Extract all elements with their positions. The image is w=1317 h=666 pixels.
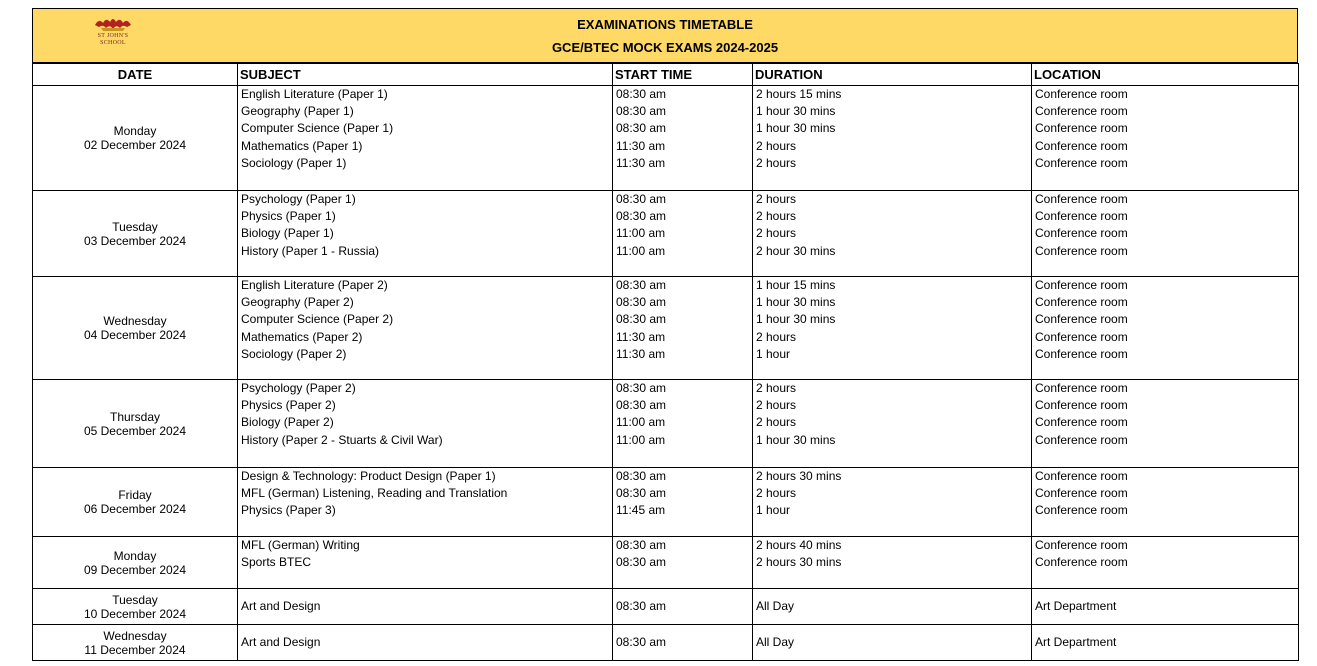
column-header-subject: SUBJECT: [238, 64, 613, 86]
date-label: 05 December 2024: [83, 423, 187, 438]
date-label: 11 December 2024: [84, 642, 186, 657]
duration-text: 1 hour 30 mins: [756, 432, 836, 447]
subject-text: Sociology (Paper 2): [241, 346, 347, 361]
location-cell: [1032, 589, 1299, 625]
table-row: [33, 625, 1299, 661]
subject-text: Geography (Paper 1): [241, 104, 354, 119]
weekday-label: Monday: [113, 548, 157, 563]
start-time-text: 08:30 am: [616, 538, 667, 552]
location-text: Conference room: [1035, 346, 1128, 361]
table-row: [33, 86, 1299, 191]
weekday-label: Monday: [113, 124, 157, 138]
duration-text: 2 hours: [756, 398, 797, 413]
location-cell: [1032, 625, 1299, 661]
weekday-label: Wednesday: [103, 314, 167, 328]
column-header-location: LOCATION: [1032, 64, 1299, 86]
duration-text: 1 hour: [756, 503, 791, 518]
subject-cell: [238, 537, 613, 589]
subject-text: Geography (Paper 2): [241, 295, 354, 310]
duration-text: 2 hours: [756, 329, 797, 344]
location-text: Conference room: [1035, 381, 1128, 395]
duration-text: 1 hour 30 mins: [756, 312, 836, 327]
table-row: [33, 589, 1299, 625]
subject-text: Design & Technology: Product Design (Paper 1): [241, 469, 496, 483]
location-text: Conference room: [1035, 486, 1128, 501]
location-text: Conference room: [1035, 329, 1128, 344]
start-time-text: 08:30 am: [616, 295, 667, 310]
location-text: Conference room: [1035, 555, 1128, 570]
start-time-text: 08:30 am: [616, 312, 667, 327]
column-header-date: DATE: [33, 64, 238, 86]
duration-text: 2 hours: [756, 155, 797, 170]
start-time-text: 11:00 am: [616, 432, 666, 447]
start-time-text: 08:30 am: [616, 469, 667, 483]
location-text: Conference room: [1035, 278, 1128, 292]
duration-text: 1 hour 30 mins: [756, 104, 836, 119]
start-time-cell: [613, 589, 753, 625]
location-text: Art Department: [1035, 634, 1117, 649]
duration-cell: [753, 625, 1032, 661]
duration-cell: [753, 537, 1032, 589]
start-time-text: 08:30 am: [616, 598, 667, 613]
weekday-label: Wednesday: [103, 628, 167, 643]
subject-text: Art and Design: [241, 634, 321, 649]
location-text: Conference room: [1035, 192, 1128, 206]
date-label: 03 December 2024: [83, 233, 187, 248]
start-time-text: 08:30 am: [616, 87, 667, 101]
start-time-text: 11:30 am: [616, 329, 666, 344]
subject-text: History (Paper 1 - Russia): [241, 243, 380, 258]
duration-cell: [753, 468, 1032, 537]
duration-cell: [753, 589, 1032, 625]
timetable-header: [32, 8, 1298, 63]
subject-cell: [238, 86, 613, 191]
start-time-text: 08:30 am: [616, 381, 667, 395]
start-time-text: 08:30 am: [616, 634, 667, 649]
start-time-text: 11:30 am: [616, 155, 666, 170]
weekday-label: Tuesday: [112, 219, 158, 234]
weekday-label: Friday: [118, 488, 152, 502]
table-row: [33, 380, 1299, 468]
subject-cell: [238, 589, 613, 625]
table-row: [33, 468, 1299, 537]
start-time-text: 08:30 am: [616, 555, 667, 570]
location-text: Conference room: [1035, 398, 1128, 413]
subject-text: Physics (Paper 2): [241, 398, 336, 413]
start-time-cell: [613, 277, 753, 380]
location-text: Conference room: [1035, 295, 1128, 310]
start-time-text: 11:00 am: [616, 243, 666, 258]
subject-cell: [238, 468, 613, 537]
location-cell: [1032, 468, 1299, 537]
timetable-sheet: [32, 8, 1298, 661]
date-cell: [33, 589, 238, 625]
subject-cell: [238, 625, 613, 661]
duration-text: 2 hours 40 mins: [756, 538, 842, 552]
duration-text: 2 hours: [756, 226, 797, 241]
duration-text: 1 hour 30 mins: [756, 295, 836, 310]
duration-text: 2 hours: [756, 192, 797, 206]
subject-text: Sports BTEC: [241, 555, 312, 570]
duration-text: 2 hours: [756, 381, 797, 395]
location-cell: [1032, 191, 1299, 277]
column-header-start-time: START TIME: [613, 64, 753, 86]
duration-text: All Day: [756, 634, 795, 649]
location-text: Conference room: [1035, 104, 1128, 119]
subject-text: Mathematics (Paper 2): [241, 329, 363, 344]
duration-text: 1 hour 30 mins: [756, 121, 836, 136]
location-text: Conference room: [1035, 121, 1128, 136]
date-label: 10 December 2024: [83, 606, 187, 621]
location-text: Conference room: [1035, 209, 1128, 224]
start-time-text: 08:30 am: [616, 209, 667, 224]
duration-text: 2 hours: [756, 486, 797, 501]
timetable-table: [32, 63, 1299, 661]
date-label: 04 December 2024: [83, 328, 187, 342]
duration-text: 1 hour: [756, 346, 791, 361]
start-time-text: 08:30 am: [616, 486, 667, 501]
location-text: Conference room: [1035, 155, 1128, 170]
location-text: Art Department: [1035, 598, 1117, 613]
start-time-text: 11:45 am: [616, 503, 666, 518]
date-label: 09 December 2024: [83, 562, 187, 577]
start-time-text: 08:30 am: [616, 104, 667, 119]
subject-text: Mathematics (Paper 1): [241, 138, 363, 153]
start-time-cell: [613, 380, 753, 468]
location-cell: [1032, 86, 1299, 191]
location-text: Conference room: [1035, 226, 1128, 241]
duration-text: 2 hours 30 mins: [756, 555, 842, 570]
start-time-cell: [613, 191, 753, 277]
location-cell: [1032, 537, 1299, 589]
date-cell: [33, 537, 238, 589]
duration-cell: [753, 191, 1032, 277]
start-time-text: 11:30 am: [616, 138, 666, 153]
start-time-cell: [613, 537, 753, 589]
subject-cell: [238, 191, 613, 277]
duration-cell: [753, 380, 1032, 468]
start-time-text: 11:00 am: [616, 415, 666, 430]
duration-text: 2 hour 30 mins: [756, 243, 836, 258]
location-text: Conference room: [1035, 432, 1128, 447]
date-cell: [33, 468, 238, 537]
start-time-text: 08:30 am: [616, 192, 667, 206]
duration-cell: [753, 86, 1032, 191]
subject-text: Computer Science (Paper 2): [241, 312, 394, 327]
subject-text: MFL (German) Listening, Reading and Translation: [241, 486, 508, 501]
subject-text: Biology (Paper 2): [241, 415, 334, 430]
start-time-text: 11:30 am: [616, 346, 666, 361]
subject-text: MFL (German) Writing: [241, 538, 360, 552]
subject-text: Computer Science (Paper 1): [241, 121, 394, 136]
duration-text: 2 hours 15 mins: [756, 87, 842, 101]
table-row: [33, 191, 1299, 277]
duration-text: 1 hour 15 mins: [756, 278, 836, 292]
table-row: [33, 537, 1299, 589]
logo-text-line2: SCHOOL: [100, 40, 126, 46]
subject-cell: [238, 277, 613, 380]
start-time-text: 08:30 am: [616, 121, 667, 136]
weekday-label: Thursday: [109, 409, 161, 424]
start-time-text: 08:30 am: [616, 278, 667, 292]
column-header-duration: DURATION: [753, 64, 1032, 86]
location-text: Conference room: [1035, 243, 1128, 258]
subject-text: Biology (Paper 1): [241, 226, 334, 241]
subject-text: Physics (Paper 1): [241, 209, 336, 224]
date-cell: [33, 86, 238, 191]
duration-cell: [753, 277, 1032, 380]
subject-text: English Literature (Paper 2): [241, 278, 388, 292]
start-time-cell: [613, 625, 753, 661]
location-text: Conference room: [1035, 87, 1128, 101]
subject-text: English Literature (Paper 1): [241, 87, 388, 101]
date-cell: [33, 191, 238, 277]
location-text: Conference room: [1035, 312, 1128, 327]
duration-text: 2 hours: [756, 209, 797, 224]
subject-text: Psychology (Paper 2): [241, 381, 356, 395]
date-label: 06 December 2024: [83, 502, 187, 516]
location-text: Conference room: [1035, 415, 1128, 430]
location-cell: [1032, 277, 1299, 380]
location-text: Conference room: [1035, 138, 1128, 153]
subject-text: Sociology (Paper 1): [241, 155, 347, 170]
start-time-cell: [613, 468, 753, 537]
duration-text: 2 hours: [756, 415, 797, 430]
location-text: Conference room: [1035, 469, 1128, 483]
duration-text: 2 hours 30 mins: [756, 469, 842, 483]
duration-text: All Day: [756, 598, 795, 613]
start-time-text: 08:30 am: [616, 398, 667, 413]
subject-text: Psychology (Paper 1): [241, 192, 356, 206]
subject-text: History (Paper 2 - Stuarts & Civil War): [241, 432, 443, 447]
date-label: 02 December 2024: [83, 138, 187, 152]
start-time-text: 11:00 am: [616, 226, 666, 241]
logo-text-line1: ST JOHN'S: [97, 33, 129, 39]
page-title: EXAMINATIONS TIMETABLE: [577, 17, 753, 32]
table-header-row: [33, 64, 1299, 86]
weekday-label: Tuesday: [112, 592, 158, 607]
date-cell: [33, 380, 238, 468]
subject-text: Art and Design: [241, 598, 321, 613]
location-cell: [1032, 380, 1299, 468]
subject-cell: [238, 380, 613, 468]
table-row: [33, 277, 1299, 380]
date-cell: [33, 277, 238, 380]
location-text: Conference room: [1035, 503, 1128, 518]
date-cell: [33, 625, 238, 661]
duration-text: 2 hours: [756, 138, 797, 153]
start-time-cell: [613, 86, 753, 191]
location-text: Conference room: [1035, 538, 1128, 552]
subject-text: Physics (Paper 3): [241, 503, 336, 518]
page-subtitle: GCE/BTEC MOCK EXAMS 2024-2025: [551, 40, 779, 55]
